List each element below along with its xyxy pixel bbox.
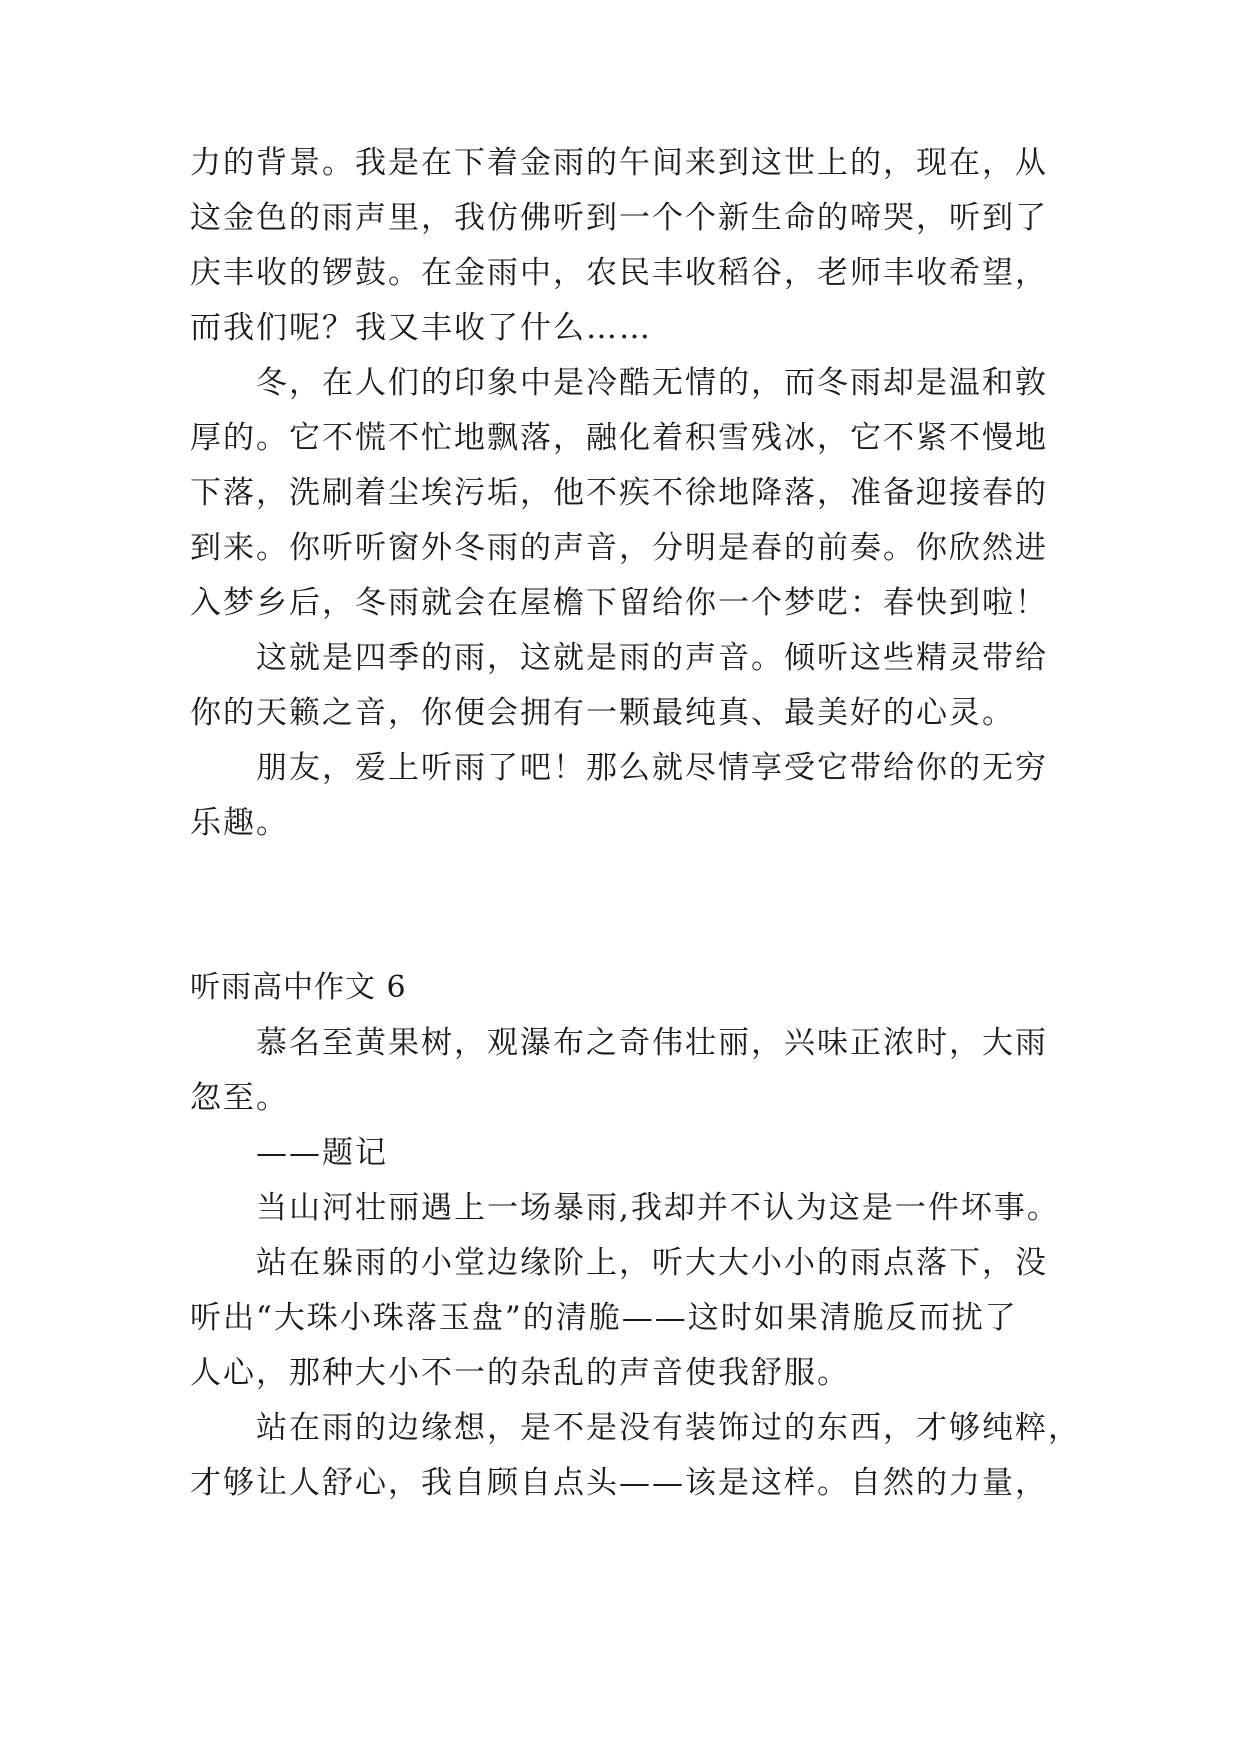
text-line: 到来。你听听窗外冬雨的声音，分明是春的前奏。你欣然进: [190, 530, 1048, 566]
text-line: 慕名至黄果树，观瀑布之奇伟壮丽，兴味正浓时，大雨: [256, 1025, 1048, 1061]
text-line: 朋友，爱上听雨了吧！那么就尽情享受它带给你的无穷: [256, 750, 1048, 786]
epigraph-label: ——题记: [256, 1135, 388, 1171]
text-line: 厚的。它不慌不忙地飘落，融化着积雪残冰，它不紧不慢地: [190, 420, 1048, 456]
text-line: 力的背景。我是在下着金雨的午间来到这世上的，现在，从: [190, 145, 1048, 181]
text-line: 而我们呢？我又丰收了什么……: [190, 310, 652, 346]
text-line: 听出“大珠小珠落玉盘”的清脆——这时如果清脆反而扰了: [190, 1300, 1018, 1336]
text-line: 站在躲雨的小堂边缘阶上，听大大小小的雨点落下，没: [256, 1245, 1048, 1281]
text-line: 庆丰收的锣鼓。在金雨中，农民丰收稻谷，老师丰收希望，: [190, 255, 1048, 291]
text-line: 冬，在人们的印象中是冷酷无情的，而冬雨却是温和敦: [256, 365, 1048, 401]
text-line: 人心，那种大小不一的杂乱的声音使我舒服。: [190, 1355, 850, 1391]
text-line: 下落，洗刷着尘埃污垢，他不疾不徐地降落，准备迎接春的: [190, 475, 1048, 511]
text-line: 才够让人舒心，我自顾自点头——该是这样。自然的力量，: [190, 1465, 1048, 1501]
text-line: 这就是四季的雨，这就是雨的声音。倾听这些精灵带给: [256, 640, 1048, 676]
text-line: 入梦乡后，冬雨就会在屋檐下留给你一个梦呓：春快到啦！: [190, 585, 1048, 621]
text-line: 当山河壮丽遇上一场暴雨,我却并不认为这是一件坏事。: [256, 1190, 1060, 1226]
text-line: 忽至。: [190, 1080, 289, 1116]
text-line: 你的天籁之音，你便会拥有一颗最纯真、最美好的心灵。: [190, 695, 1015, 731]
section-heading: 听雨高中作文 6: [190, 970, 407, 1005]
text-line: 站在雨的边缘想，是不是没有装饰过的东西，才够纯粹，: [256, 1410, 1081, 1446]
text-line: 乐趣。: [190, 805, 289, 841]
text-line: 这金色的雨声里，我仿佛听到一个个新生命的啼哭，听到了: [190, 200, 1048, 236]
